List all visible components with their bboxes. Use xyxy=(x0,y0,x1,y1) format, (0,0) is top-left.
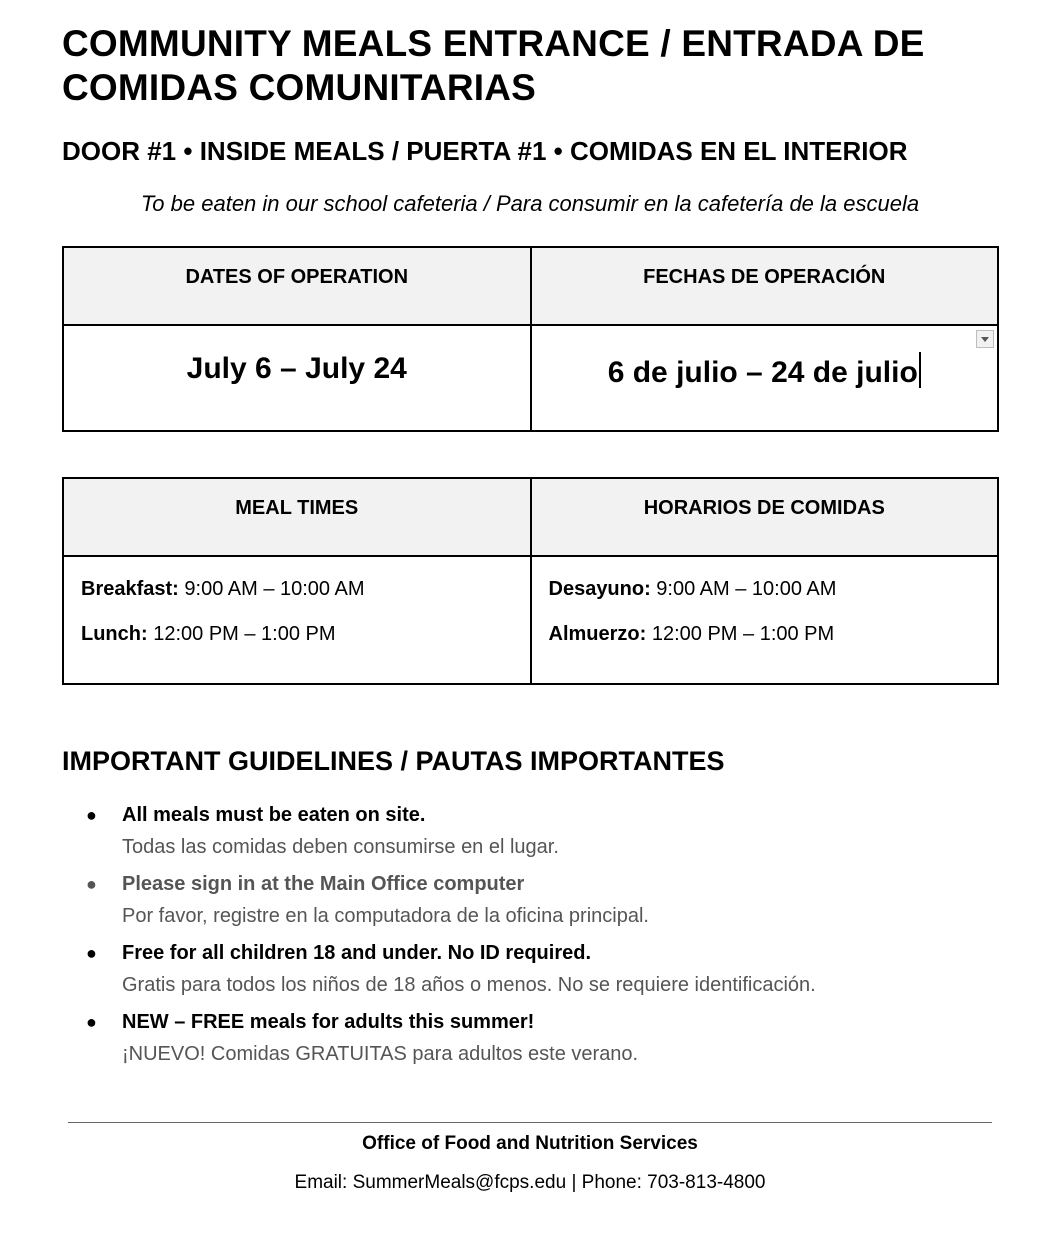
desayuno-line xyxy=(549,577,998,601)
guideline-en: Free for all children 18 and under. No ID required. xyxy=(122,942,591,964)
times-header-en[interactable]: MEAL TIMES xyxy=(63,478,531,556)
list-item[interactable] xyxy=(62,1007,998,1076)
guideline-en: All meals must be eaten on site. xyxy=(122,804,426,826)
dates-header-es[interactable]: FECHAS DE OPERACIÓN xyxy=(531,247,999,325)
dates-value-en-cell[interactable] xyxy=(63,325,531,431)
page-title[interactable]: COMMUNITY MEALS ENTRANCE / ENTRADA DE COMIDAS COMUNITARIAS xyxy=(62,23,925,108)
footer-contact[interactable]: Email: SummerMeals@fcps.edu | Phone: 703-813-4800 xyxy=(294,1172,766,1193)
list-item[interactable] xyxy=(62,800,998,869)
dates-value-row xyxy=(63,325,998,431)
guideline-es: Por favor, registre en la computadora de la oficina principal. xyxy=(122,905,649,927)
page-subtitle[interactable]: DOOR #1 • INSIDE MEALS / PUERTA #1 • COMIDAS EN EL INTERIOR xyxy=(62,136,908,166)
lunch-time: 12:00 PM – 1:00 PM xyxy=(147,623,336,645)
almuerzo-line xyxy=(549,622,998,646)
breakfast-line xyxy=(81,577,530,601)
guideline-en: NEW – FREE meals for adults this summer! xyxy=(122,1011,535,1033)
almuerzo-label: Almuerzo: xyxy=(548,623,647,645)
cafeteria-note[interactable]: To be eaten in our school cafeteria / Para consumir en la cafetería de la escuela xyxy=(140,191,920,216)
guideline-en: Please sign in at the Main Office computer xyxy=(122,873,525,895)
dates-value-es-cell[interactable] xyxy=(531,325,999,431)
times-value-row xyxy=(63,556,998,684)
dates-header-en[interactable]: DATES OF OPERATION xyxy=(63,247,531,325)
dates-header-row xyxy=(63,247,998,325)
guideline-es: ¡NUEVO! Comidas GRATUITAS para adultos este verano. xyxy=(122,1043,639,1065)
meal-times-es-cell[interactable] xyxy=(531,556,999,684)
lunch-line xyxy=(81,622,530,646)
list-item[interactable] xyxy=(62,938,998,1007)
bullet-icon: ● xyxy=(86,943,97,963)
meal-times-table xyxy=(62,477,999,685)
list-item[interactable] xyxy=(62,869,998,938)
guidelines-list xyxy=(62,800,998,1076)
bullet-icon: ● xyxy=(86,805,97,825)
dates-value-es: 6 de julio – 24 de julio xyxy=(607,356,918,389)
bullet-icon: ● xyxy=(86,874,97,894)
chevron-down-icon[interactable] xyxy=(976,330,994,348)
lunch-label: Lunch: xyxy=(81,623,148,645)
breakfast-label: Breakfast: xyxy=(81,578,179,600)
meal-times-en-cell[interactable] xyxy=(63,556,531,684)
dates-table xyxy=(62,246,999,432)
guideline-es: Gratis para todos los niños de 18 años o menos. No se requiere identificación. xyxy=(122,974,816,996)
guideline-es: Todas las comidas deben consumirse en el lugar. xyxy=(122,836,559,858)
desayuno-label: Desayuno: xyxy=(548,578,651,600)
guidelines-heading[interactable]: IMPORTANT GUIDELINES / PAUTAS IMPORTANTES xyxy=(62,746,725,776)
dates-value-en: July 6 – July 24 xyxy=(186,352,407,385)
times-header-es[interactable]: HORARIOS DE COMIDAS xyxy=(531,478,999,556)
text-cursor xyxy=(919,352,921,388)
bullet-icon: ● xyxy=(86,1012,97,1032)
desayuno-time: 9:00 AM – 10:00 AM xyxy=(650,578,837,600)
footer-org[interactable]: Office of Food and Nutrition Services xyxy=(362,1133,698,1154)
almuerzo-time: 12:00 PM – 1:00 PM xyxy=(646,623,835,645)
times-header-row xyxy=(63,478,998,556)
footer-divider xyxy=(68,1122,992,1123)
breakfast-time: 9:00 AM – 10:00 AM xyxy=(178,578,365,600)
